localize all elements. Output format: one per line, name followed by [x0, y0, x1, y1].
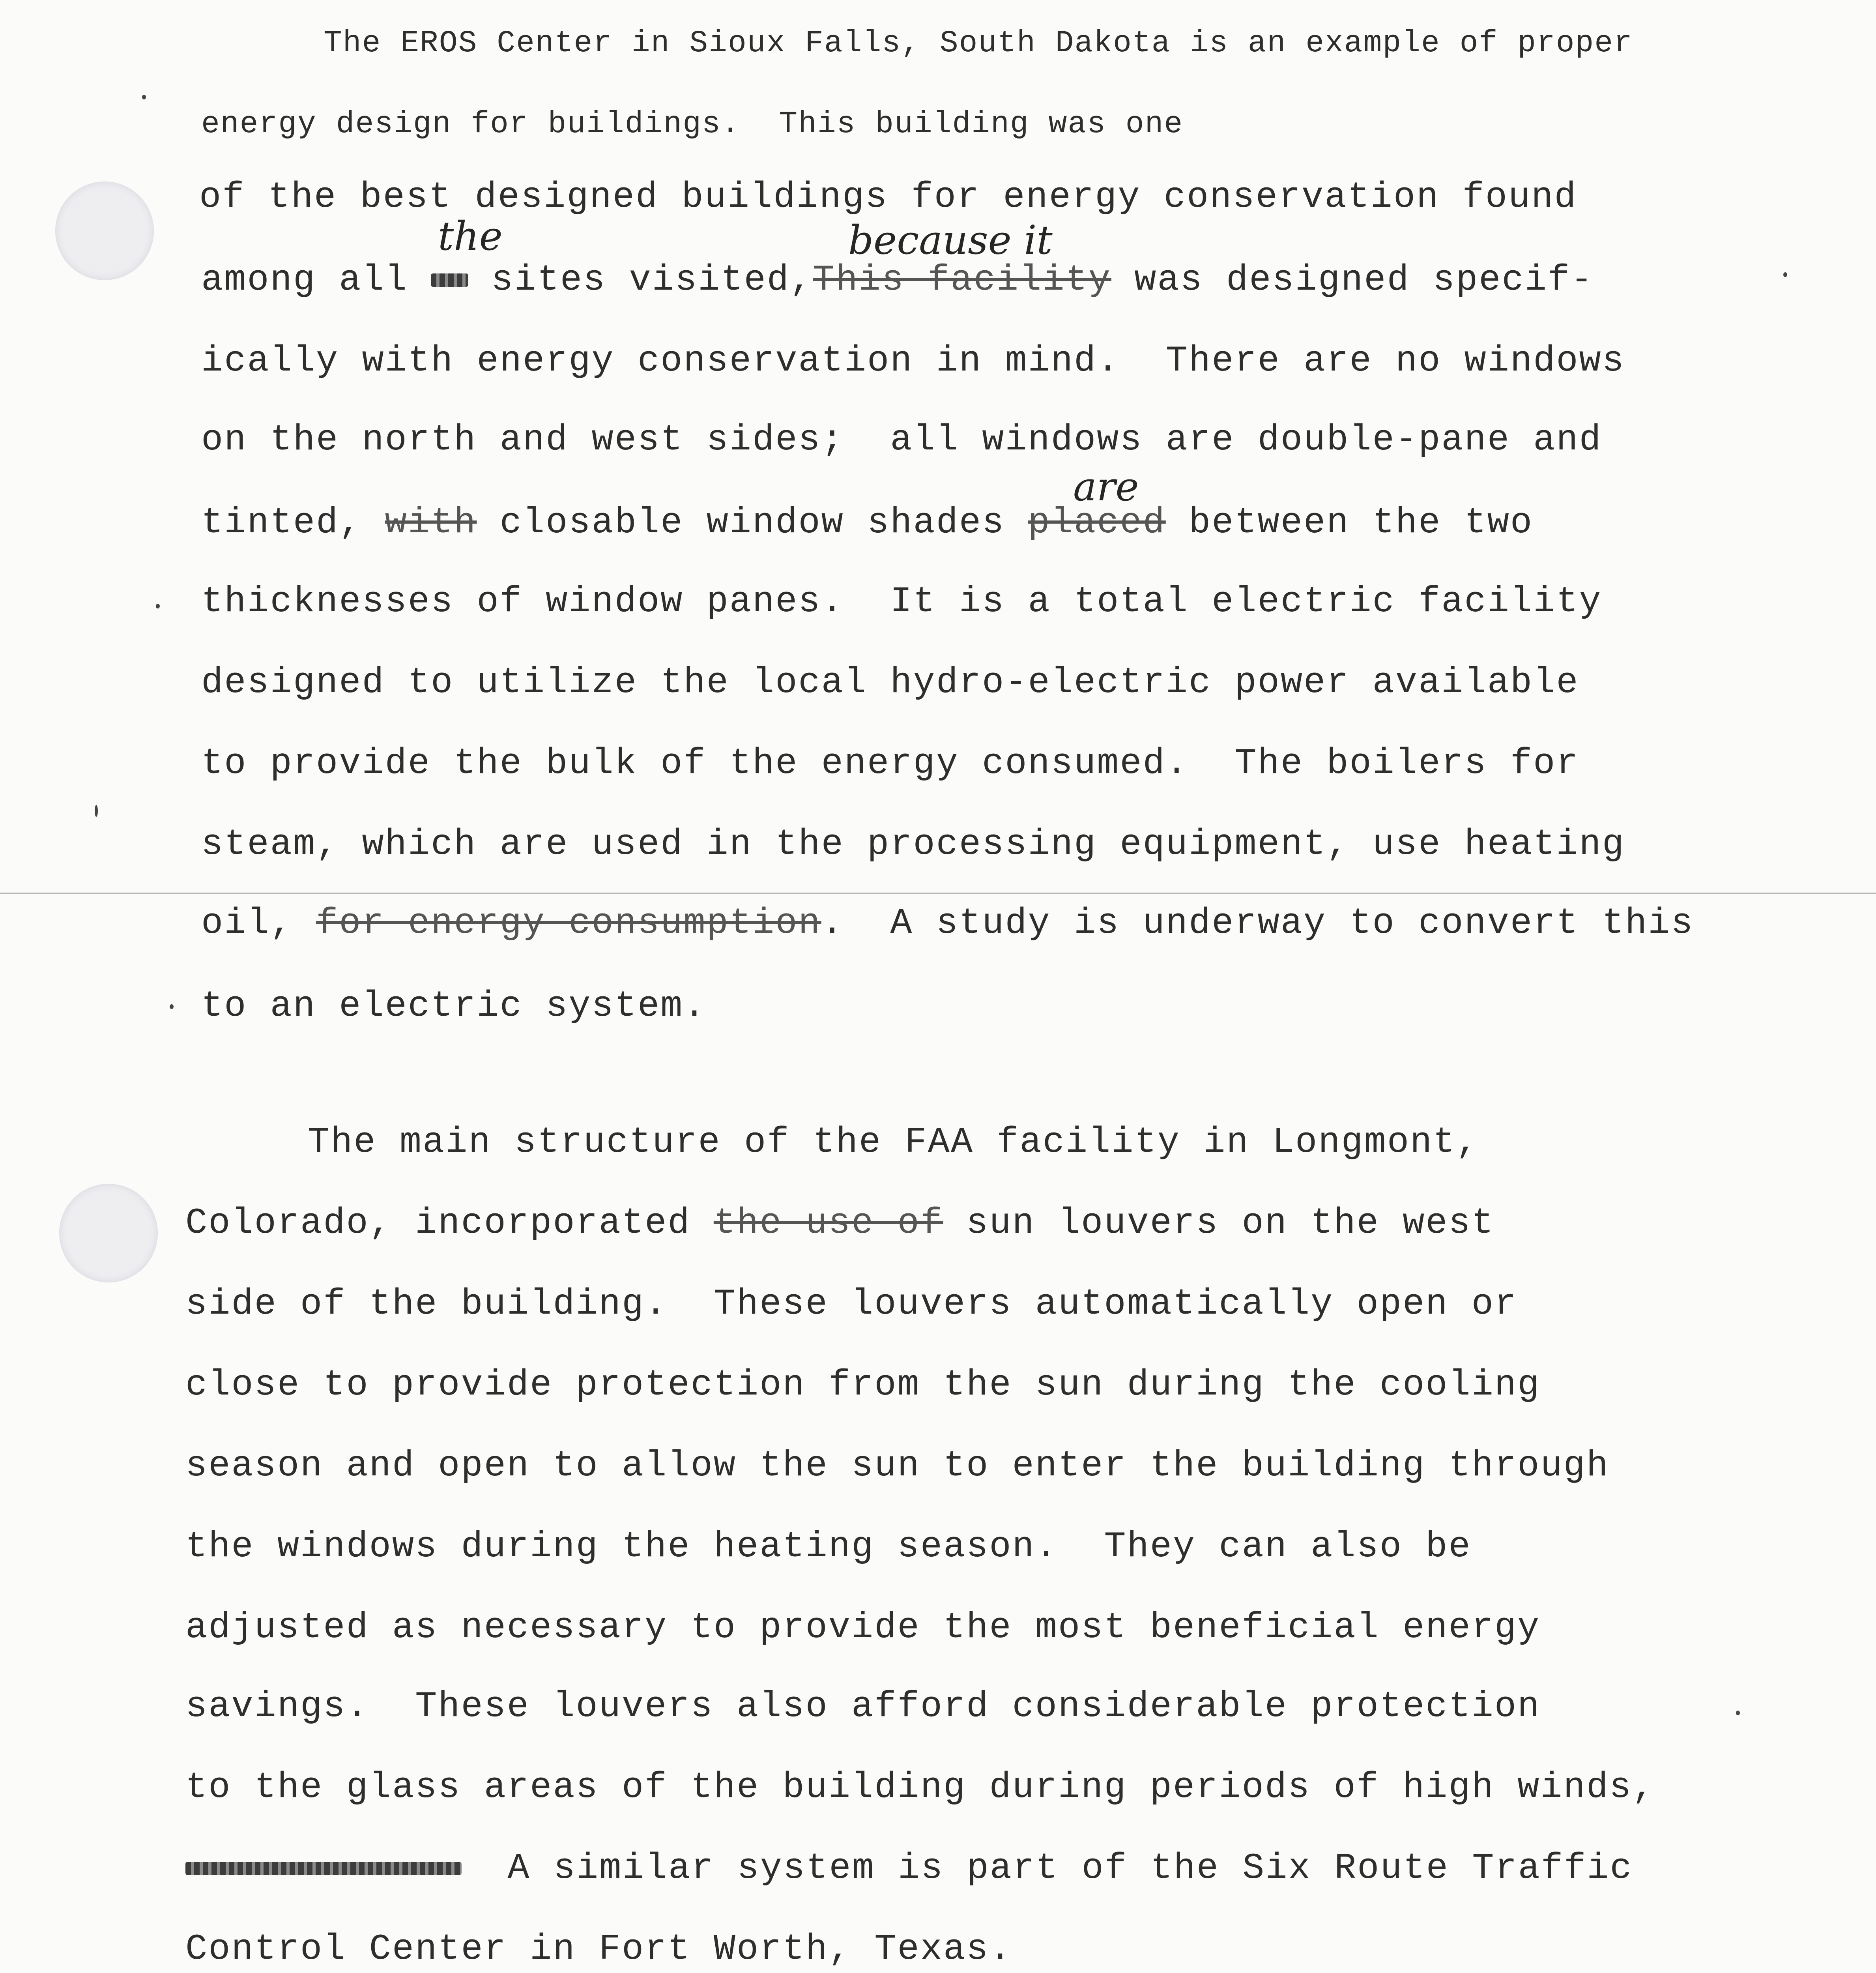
- redacted-text: [431, 273, 468, 287]
- handwritten-insertion: because it: [848, 217, 1053, 263]
- text-line: energy design for buildings. This building was one: [201, 107, 1184, 142]
- text-line: steam, which are used in the processing equipment, use heating: [201, 824, 1625, 865]
- text-line: The main structure of the FAA facility in Longmont,: [308, 1121, 1479, 1163]
- text-segment: among all: [201, 259, 431, 301]
- text-line: ically with energy conservation in mind. There are no windows: [201, 340, 1625, 382]
- struck-text: the use of: [713, 1202, 943, 1244]
- text-segment: was designed specif-: [1111, 259, 1594, 301]
- margin-mark: [1783, 272, 1787, 277]
- text-line: designed to utilize the local hydro-electric power available: [201, 662, 1579, 703]
- text-segment: A similar system is part of the Six Route Traffic: [462, 1848, 1633, 1889]
- struck-text: with: [385, 502, 477, 543]
- text-line: to the glass areas of the building during periods of high winds,: [185, 1767, 1655, 1808]
- text-segment: closable window shades: [477, 502, 1028, 543]
- handwritten-insertion: are: [1073, 464, 1139, 510]
- text-segment: . A study is underway to convert this: [821, 902, 1694, 944]
- text-segment: between the two: [1165, 502, 1534, 543]
- text-line: thicknesses of window panes. It is a total electric facility: [201, 581, 1602, 622]
- text-segment: Colorado, incorporated: [185, 1202, 714, 1244]
- text-line: of the best designed buildings for energy conservation found: [199, 176, 1577, 218]
- text-line: side of the building. These louvers automatically open or: [185, 1283, 1518, 1325]
- margin-mark: [95, 805, 98, 817]
- punch-hole-top: [55, 182, 154, 280]
- text-line: [201, 501, 1533, 545]
- margin-mark: [170, 1004, 174, 1009]
- text-line: adjusted as necessary to provide the most beneficial energy: [185, 1607, 1541, 1648]
- text-line: season and open to allow the sun to enter the building through: [185, 1445, 1609, 1486]
- margin-mark: [142, 95, 146, 99]
- text-line: savings. These louvers also afford considerable protection: [185, 1686, 1541, 1727]
- text-line: to an electric system.: [201, 985, 707, 1027]
- text-line: the windows during the heating season. They can also be: [185, 1526, 1472, 1567]
- handwritten-insertion: the: [438, 213, 503, 259]
- struck-text: placed: [1028, 502, 1166, 543]
- redacted-text: [185, 1862, 462, 1875]
- text-segment: sun louvers on the west: [943, 1202, 1494, 1244]
- margin-mark: [1736, 1711, 1740, 1715]
- text-line: to provide the bulk of the energy consumed. The boilers for: [201, 743, 1579, 784]
- text-line: [185, 1847, 1633, 1890]
- text-line: close to provide protection from the sun during the cooling: [185, 1364, 1541, 1406]
- punch-hole-middle: [59, 1184, 158, 1282]
- margin-mark: [156, 604, 160, 608]
- text-segment: oil,: [201, 902, 316, 944]
- struck-text: for energy consumption: [316, 902, 821, 944]
- struck-text: This facility: [813, 259, 1111, 301]
- text-line: The EROS Center in Sioux Falls, South Dakota is an example of proper: [324, 26, 1633, 61]
- text-line: Control Center in Fort Worth, Texas.: [185, 1928, 1012, 1970]
- fold-line: [0, 893, 1876, 894]
- text-segment: tinted,: [201, 502, 385, 543]
- text-line: [185, 1202, 1494, 1245]
- text-line: [201, 258, 1594, 302]
- text-segment: sites visited,: [468, 259, 813, 301]
- text-line: on the north and west sides; all windows are double-pane and: [201, 419, 1602, 460]
- text-line: [201, 902, 1694, 945]
